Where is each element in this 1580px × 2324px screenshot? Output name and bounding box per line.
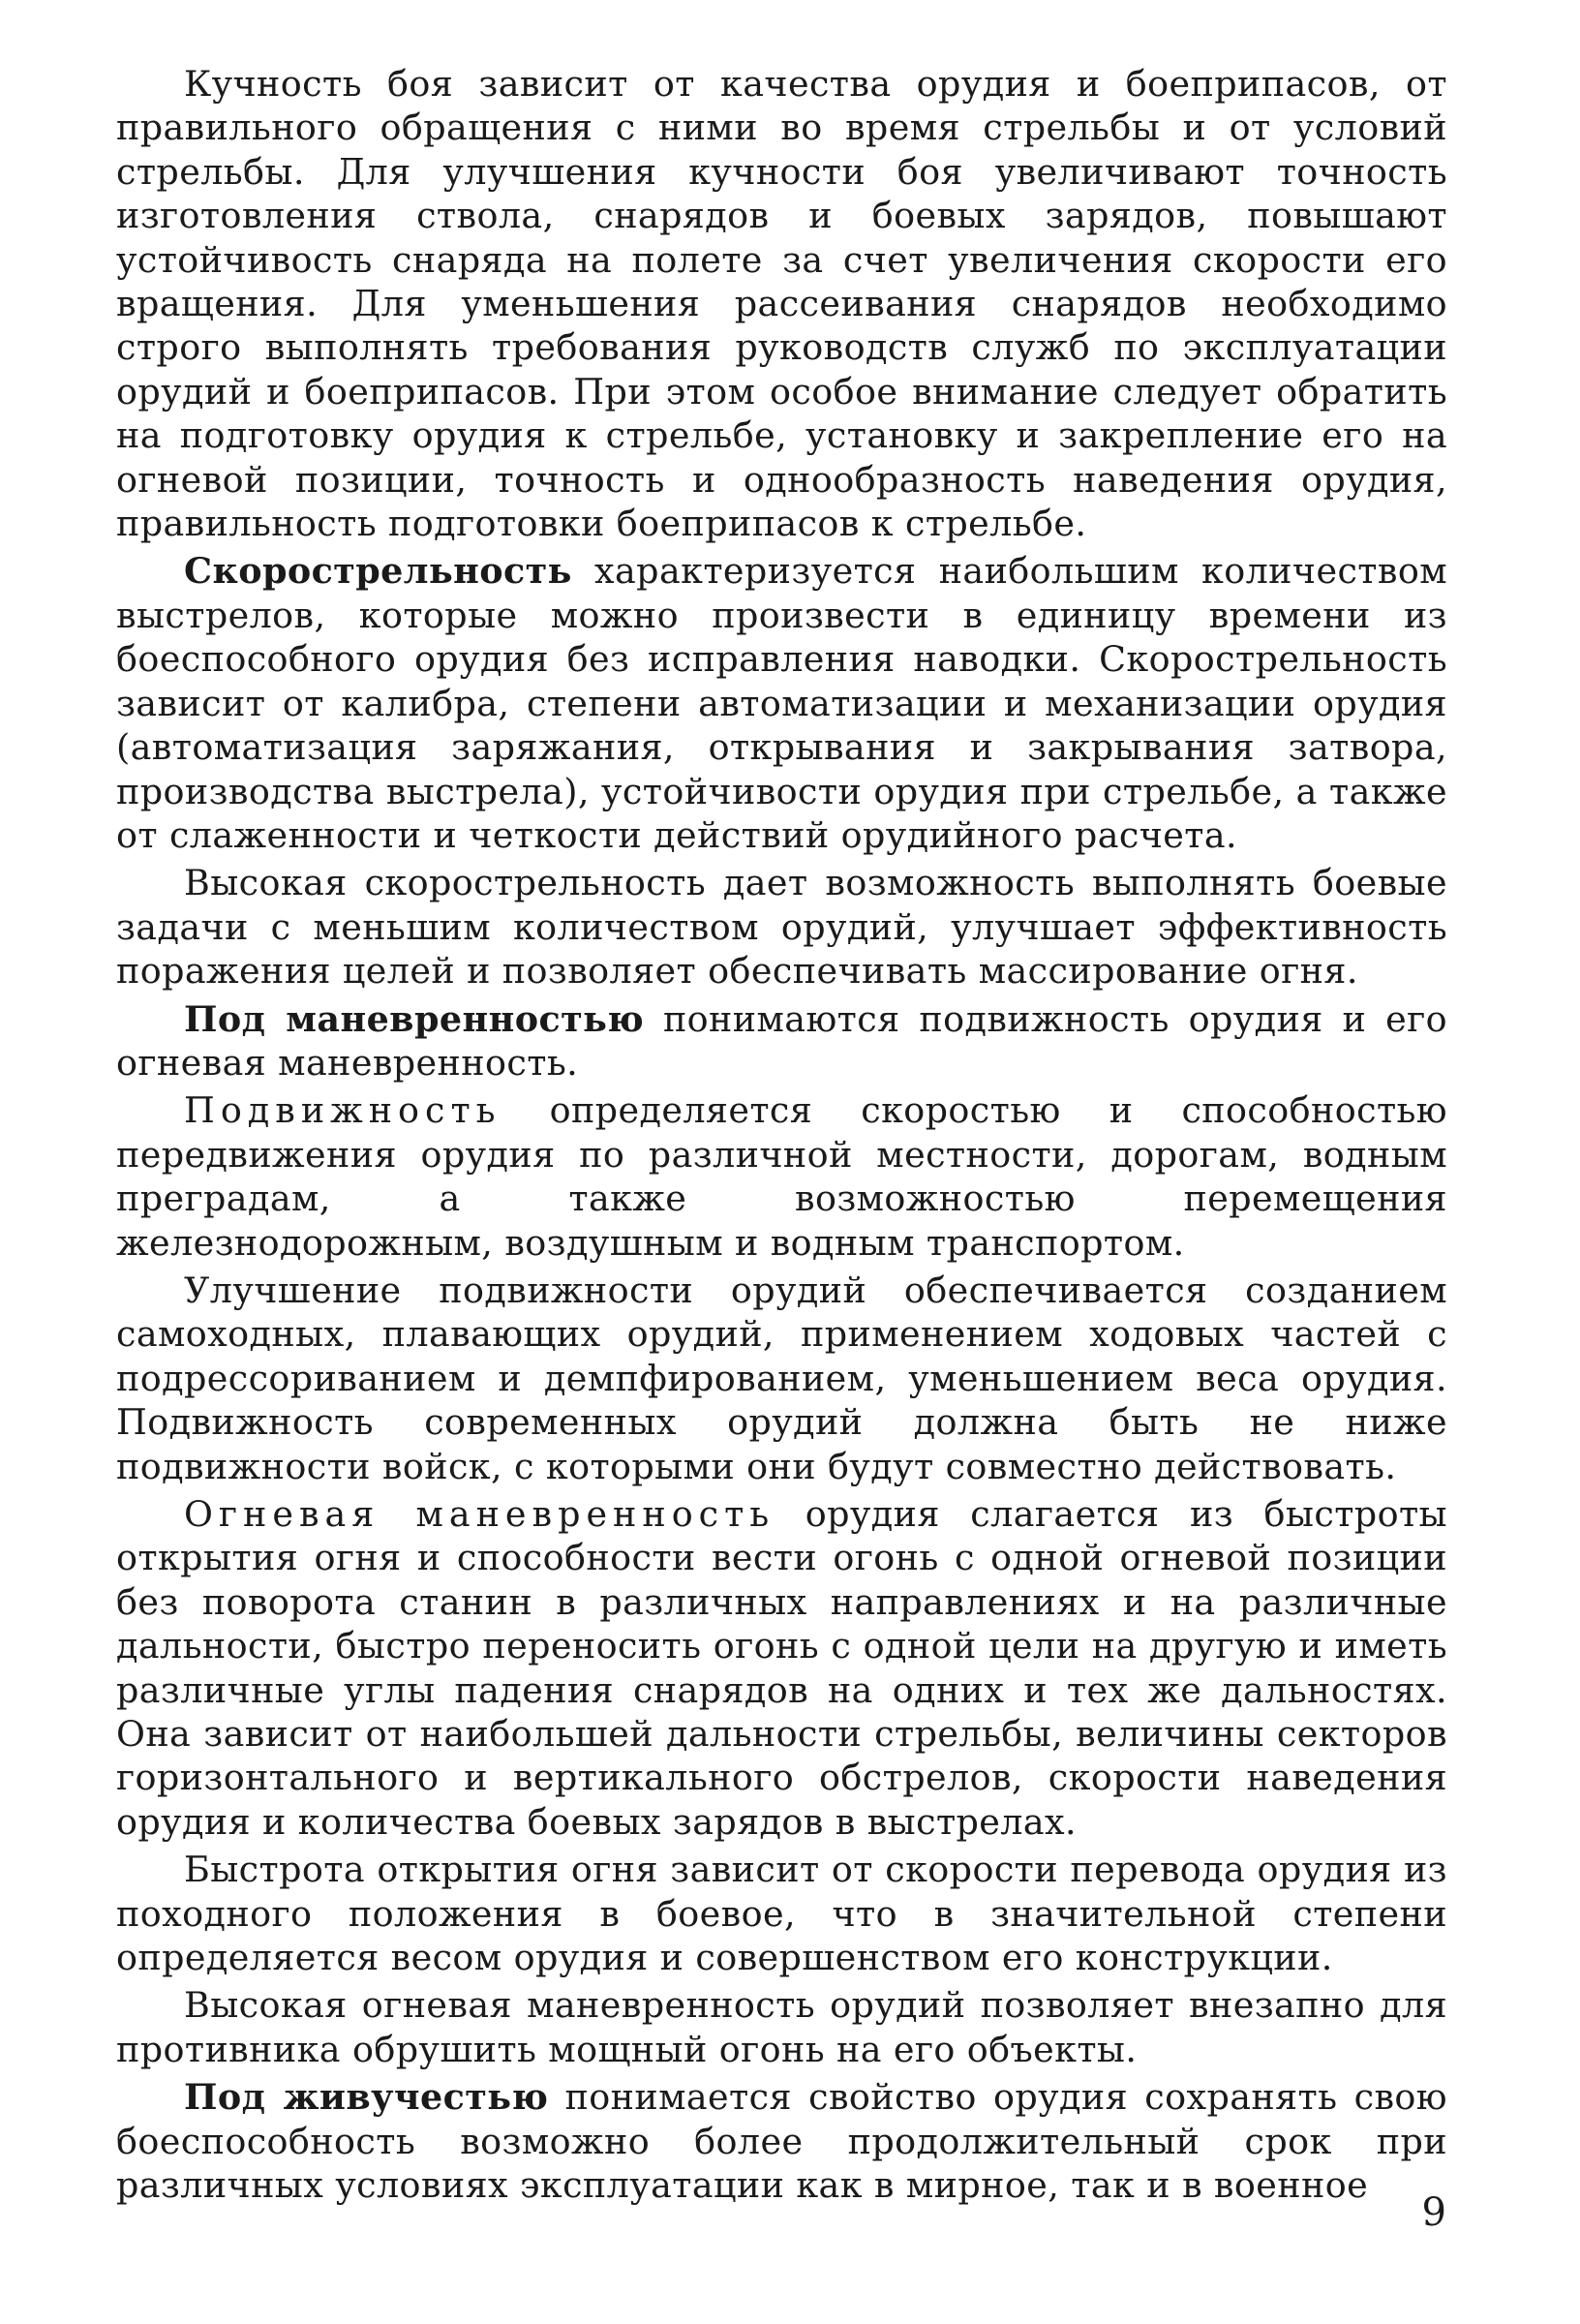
term-fire-maneuverability: Огневая маневренность xyxy=(184,1493,775,1535)
paragraph-opening-fire xyxy=(116,1848,1447,1979)
paragraph-text: Улучшение подвижности орудий обеспечивается созданием самоходных, плавающих орудий, применением ходовых частей с подрессориванием и демпфированием, уменьшением веса орудия. Подвижность современных орудий должна быть не ниже подвижности войск, с которыми они будут совместно действовать. xyxy=(116,1269,1447,1487)
paragraph-mobility xyxy=(116,1088,1447,1265)
paragraph-text: характеризуется наибольшим количеством выстрелов, которые можно произвести в единицу времени из боеспособного орудия без исправления наводки. Скорострельность зависит от калибра, степени автоматизации и механизации орудия (автоматизация заряжания, открывания и закрывания затвора, производства выстрела), устойчивости орудия при стрельбе, а также от слаженности и четкости действий орудийного расчета. xyxy=(116,550,1447,856)
term-maneuverability: Под маневренностью xyxy=(184,997,645,1040)
paragraph-text: понимается свойство орудия сохранять свою боеспособность возможно более продолжительный срок при различных условиях эксплуатации как в мирное, так и в военное xyxy=(116,2076,1447,2207)
paragraph-rate-of-fire xyxy=(116,549,1447,857)
paragraph-mobility-improvement xyxy=(116,1269,1447,1488)
paragraph-text: определяется скоростью и способностью передвижения орудия по различной местности, дорогам, водным преградам, а также возможностью перемещения железнодорожным, воздушным и водным транспортом. xyxy=(116,1089,1447,1264)
term-survivability: Под живучестью xyxy=(184,2076,549,2119)
paragraph-survivability xyxy=(116,2075,1447,2207)
page-number: 9 xyxy=(1421,2190,1446,2235)
paragraph-high-fire-maneuverability xyxy=(116,1983,1447,2071)
paragraph-text: понимаются подвижность орудия и его огневая маневренность. xyxy=(116,997,1447,1084)
paragraph-maneuverability xyxy=(116,997,1447,1086)
paragraph-high-rate-of-fire xyxy=(116,861,1447,993)
term-mobility: Подвижность xyxy=(184,1089,501,1132)
term-rate-of-fire: Скорострельность xyxy=(184,550,572,593)
paragraph-grouping xyxy=(116,62,1447,545)
page-body xyxy=(116,62,1447,2212)
paragraph-text: Кучность боя зависит от качества орудия и боеприпасов, от правильного обращения с ними во время стрельбы и от условий стрельбы. Для улучшения кучности боя увеличивают точность изготовления ствола, снарядов и боевых зарядов, повышают устойчивость снаряда на полете за счет увеличения скорости его вращения. Для уменьшения рассеивания снарядов необходимо строго выполнять требования руководств служб по эксплуатации орудий и боеприпасов. При этом особое внимание следует обратить на подготовку орудия к стрельбе, установку и закрепление его на огневой позиции, точность и однообразность наведения орудия, правильность подготовки боеприпасов к стрельбе. xyxy=(116,63,1447,545)
paragraph-text: Высокая скорострельность дает возможность выполнять боевые задачи с меньшим количеством орудий, улучшает эффективность поражения целей и позволяет обеспечивать массирование огня. xyxy=(116,862,1447,993)
paragraph-text: орудия слагается из быстроты открытия огня и способности вести огонь с одной огневой позиции без поворота станин в различных направлениях и на различные дальности, быстро переносить огонь с одной цели на другую и иметь различные углы падения снарядов на одних и тех же дальностях. Она зависит от наибольшей дальности стрельбы, величины секторов горизонтального и вертикального обстрелов, скорости наведения орудия и количества боевых зарядов в выстрелах. xyxy=(116,1493,1447,1843)
paragraph-text: Высокая огневая маневренность орудий позволяет внезапно для противника обрушить мощный огонь на его объекты. xyxy=(116,1984,1447,2070)
paragraph-text: Быстрота открытия огня зависит от скорости перевода орудия из походного положения в боевое, что в значительной степени определяется весом орудия и совершенством его конструкции. xyxy=(116,1849,1447,1979)
paragraph-fire-maneuverability xyxy=(116,1492,1447,1844)
